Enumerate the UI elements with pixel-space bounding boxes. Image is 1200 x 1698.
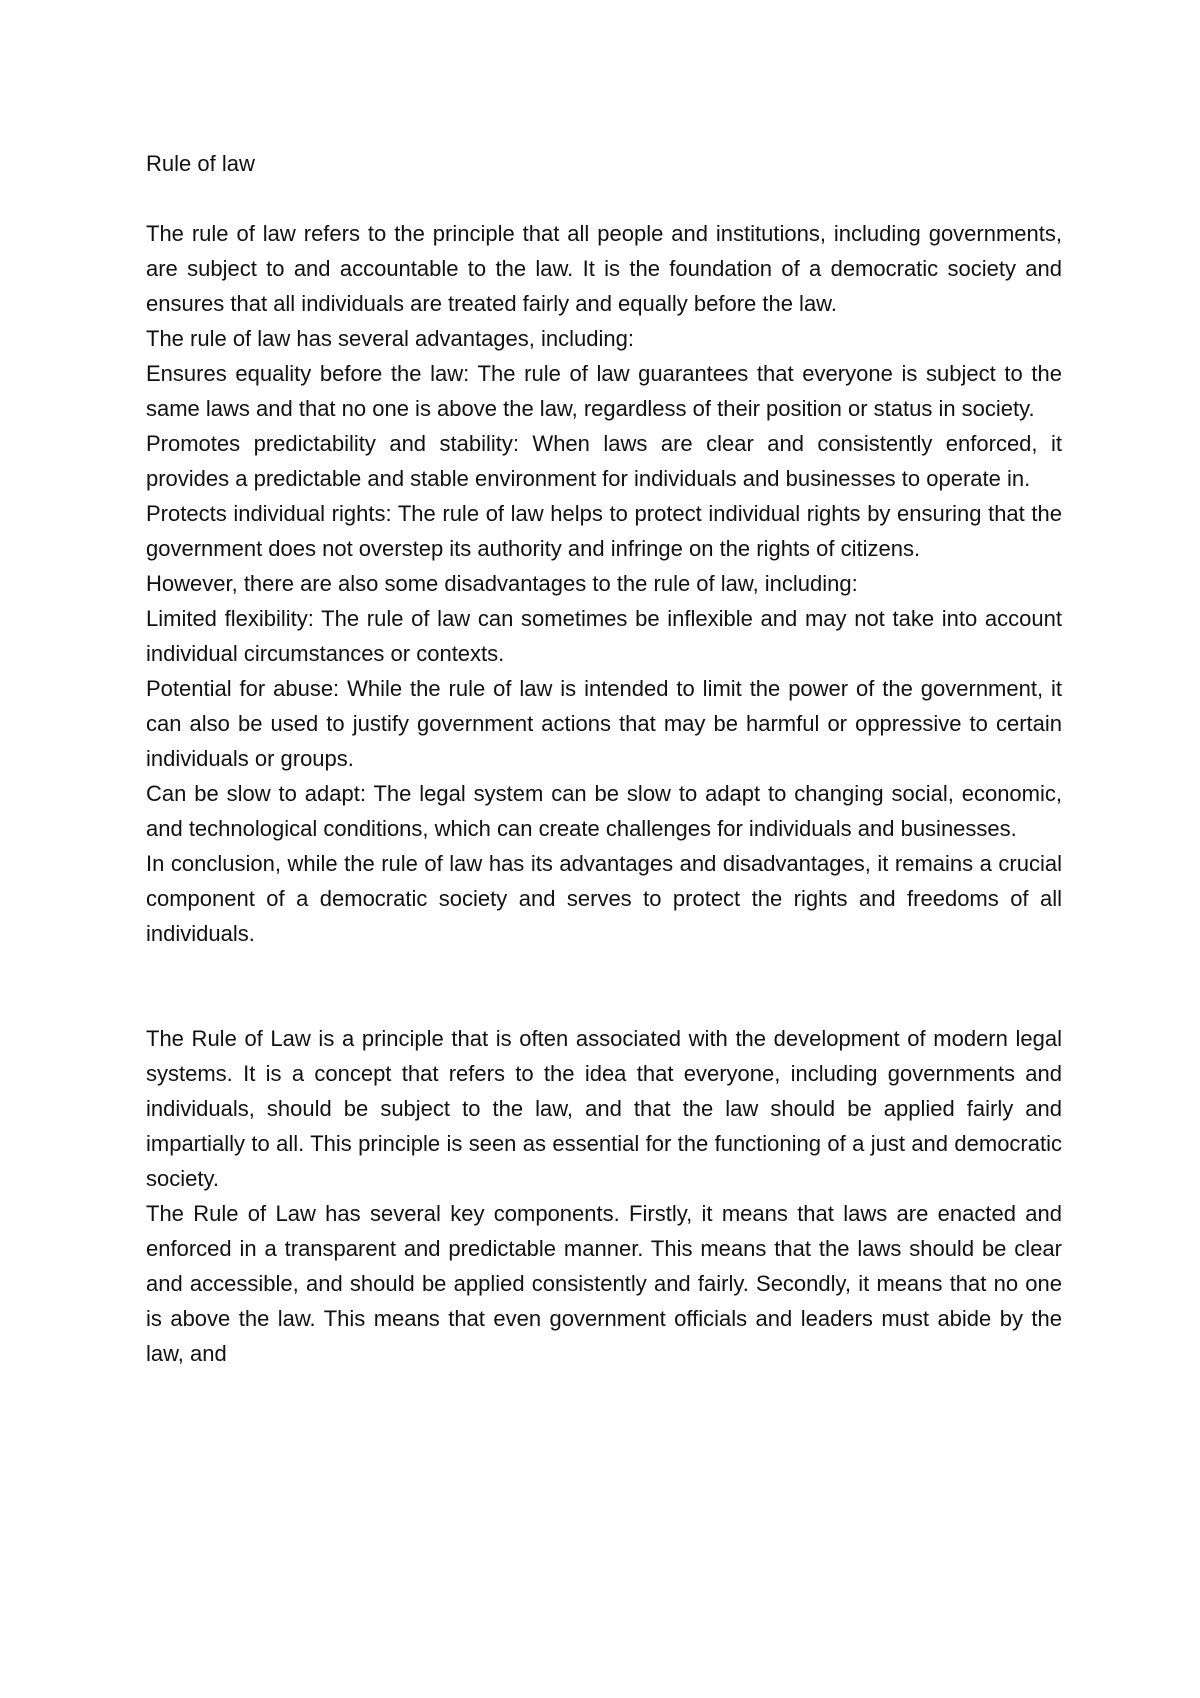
document-title: Rule of law (146, 151, 255, 176)
paragraph-advantage-equality: Ensures equality before the law: The rule of law guarantees that everyone is subject to the same laws and that no one is above the law, regardless of their position or status in society. (146, 361, 1062, 421)
paragraph-disadvantages-lead: However, there are also some disadvantages to the rule of law, including: (146, 571, 858, 596)
paragraph-intro: The rule of law refers to the principle that all people and institutions, including governments, are subject to and accountable to the law. It is the foundation of a democratic society and ensures that all individuals are treated fairly and equally before the law. (146, 221, 1062, 316)
paragraph-disadvantage-flexibility: Limited flexibility: The rule of law can sometimes be inflexible and may not take into account individual circumstances or contexts. (146, 606, 1062, 666)
paragraph-disadvantage-abuse: Potential for abuse: While the rule of law is intended to limit the power of the government, it can also be used to justify government actions that may be harmful or oppressive to certain individuals or groups. (146, 676, 1062, 771)
paragraph-advantages-lead: The rule of law has several advantages, including: (146, 326, 634, 351)
paragraph-advantage-rights: Protects individual rights: The rule of law helps to protect individual rights by ensuring that the government does not overstep its authority and infringe on the rights of citizens. (146, 501, 1062, 561)
section-spacer (146, 951, 1062, 1021)
paragraph-key-components: The Rule of Law has several key components. Firstly, it means that laws are enacted and enforced in a transparent and predictable manner. This means that the laws should be clear and accessible, and should be applied consistently and fairly. Secondly, it means that no one is above the law. This means that even government officials and leaders must abide by the law, and (146, 1201, 1062, 1366)
section-2 (146, 1021, 1062, 1371)
paragraph-conclusion: In conclusion, while the rule of law has its advantages and disadvantages, it remains a crucial component of a democratic society and serves to protect the rights and freedoms of all individuals. (146, 851, 1062, 946)
document-body (146, 146, 1062, 1371)
paragraph-disadvantage-slow: Can be slow to adapt: The legal system can be slow to adapt to changing social, economic, and technological conditions, which can create challenges for individuals and businesses. (146, 781, 1062, 841)
paragraph-advantage-predictability: Promotes predictability and stability: When laws are clear and consistently enforced, it provides a predictable and stable environment for individuals and businesses to operate in. (146, 431, 1062, 491)
paragraph-rule-of-law-principle: The Rule of Law is a principle that is often associated with the development of modern legal systems. It is a concept that refers to the idea that everyone, including governments and individuals, should be subject to the law, and that the law should be applied fairly and impartially to all. This principle is seen as essential for the functioning of a just and democratic society. (146, 1026, 1062, 1191)
section-1 (146, 216, 1062, 951)
